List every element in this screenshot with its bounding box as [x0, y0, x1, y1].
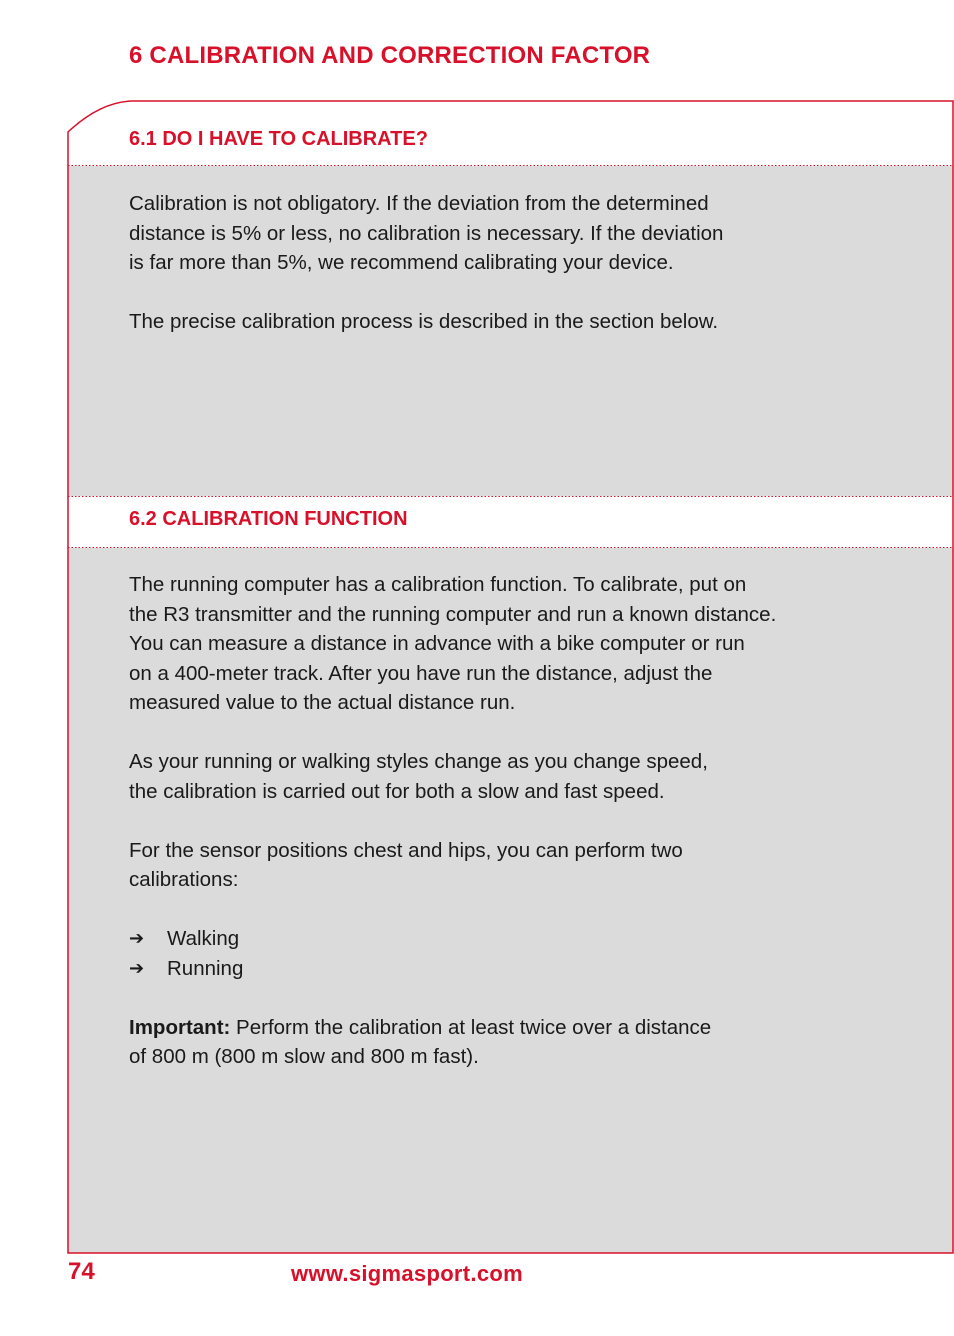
body-line: calibrations: [129, 868, 239, 891]
important-note [129, 1013, 889, 1043]
body-line: As your running or walking styles change as you change speed, [129, 750, 708, 773]
body-line: the calibration is carried out for both a slow and fast speed. [129, 779, 665, 803]
body-line: is far more than 5%, we recommend calibrating your device. [129, 251, 674, 274]
important-label: Important: [129, 1015, 231, 1039]
list-item [129, 924, 889, 954]
body-line: of 800 m (800 m slow and 800 m fast). [129, 1045, 479, 1068]
body-line: on a 400-meter track. After you have run the distance, adjust the [129, 661, 713, 685]
arrow-right-icon: ➔ [129, 957, 145, 978]
section-body [129, 570, 889, 1072]
chapter-title: 6 CALIBRATION AND CORRECTION FACTOR [129, 42, 651, 69]
footer-url[interactable]: www.sigmasport.com [291, 1261, 523, 1286]
body-line: the R3 transmitter and the running computer and run a known distance. [129, 602, 777, 626]
body-line: Calibration is not obligatory. If the deviation from the determined [129, 192, 709, 215]
section-body [129, 189, 889, 337]
body-line: distance is 5% or less, no calibration is necessary. If the deviation [129, 221, 724, 245]
body-line: You can measure a distance in advance with a bike computer or run [129, 632, 745, 655]
arrow-right-icon: ➔ [129, 928, 145, 948]
important-text: Perform the calibration at least twice over a distance [230, 1015, 712, 1039]
body-line: The running computer has a calibration function. To calibrate, put on [129, 573, 747, 596]
section-heading: 6.2 CALIBRATION FUNCTION [129, 508, 408, 530]
list-item-label: Running [167, 956, 244, 980]
page-number: 74 [68, 1258, 95, 1285]
list-item-label: Walking [167, 927, 240, 950]
body-line: The precise calibration process is described in the section below. [129, 310, 719, 333]
body-line: For the sensor positions chest and hips, you can perform two [129, 838, 683, 862]
section-heading: 6.1 DO I HAVE TO CALIBRATE? [129, 128, 428, 150]
list-item [129, 954, 889, 984]
body-line: measured value to the actual distance run. [129, 691, 516, 714]
